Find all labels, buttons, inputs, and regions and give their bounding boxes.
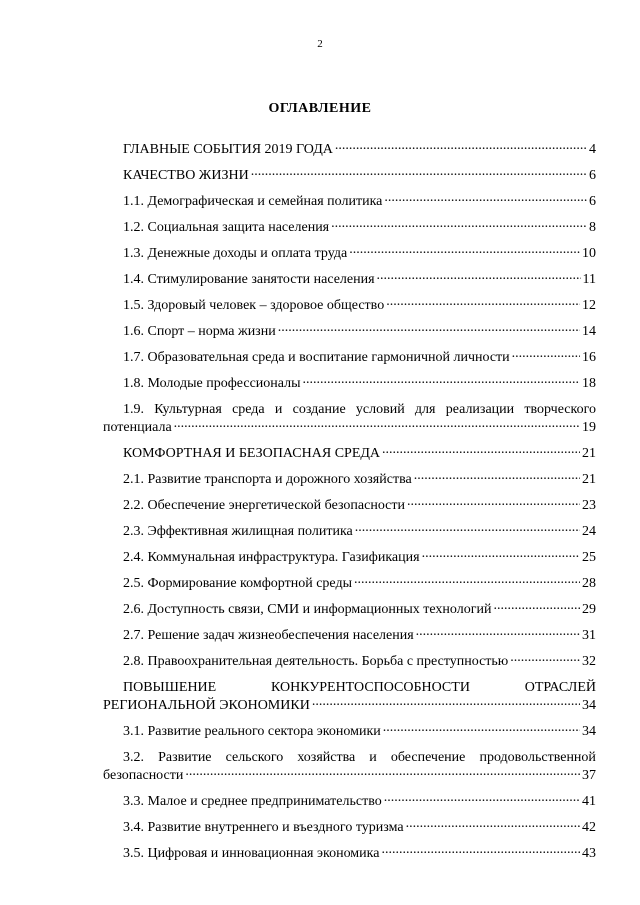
toc-entry-page: 6 [589, 168, 596, 183]
toc-entry-word: 1.9. [123, 402, 144, 417]
toc-entry-word: ОТРАСЛЕЙ [524, 680, 596, 695]
toc-entry [103, 441, 596, 467]
toc-entry-text: 1.6. Спорт – норма жизни [123, 324, 276, 339]
toc-entry-text: 2.8. Правоохранительная деятельность. Борьба с преступностью [123, 654, 509, 669]
toc-entry-text: потенциала [103, 420, 172, 435]
toc-entry-first-line [103, 679, 596, 697]
toc-entry [103, 815, 596, 841]
toc-entry-page: 28 [582, 576, 596, 591]
toc-entry-page: 16 [582, 350, 596, 365]
toc-entry-text: 3.3. Малое и среднее предпринимательство [123, 794, 382, 809]
toc-entry-page: 32 [582, 654, 596, 669]
toc-entry-word: условий [355, 402, 405, 417]
toc-entry-word: создание [292, 402, 346, 417]
toc-entry-text: 1.3. Денежные доходы и оплата труда [123, 246, 348, 261]
toc-leader-dots [493, 601, 580, 613]
toc-entry [103, 293, 596, 319]
toc-leader-dots [407, 497, 580, 509]
toc-entry-first-line [103, 749, 596, 767]
toc-entry-word: продовольственной [479, 750, 596, 765]
toc-entry-page: 6 [589, 194, 596, 209]
toc-entry-text: 2.3. Эффективная жилищная политика [123, 524, 353, 539]
toc-entry-page: 34 [582, 724, 596, 739]
toc-leader-dots [251, 167, 587, 179]
toc-entry-page: 25 [582, 550, 596, 565]
toc-entry [103, 789, 596, 815]
toc-entry-page: 10 [582, 246, 596, 261]
toc-entry-page: 23 [582, 498, 596, 513]
toc-entry-page: 19 [582, 420, 596, 435]
toc-entry-page: 37 [582, 768, 596, 783]
toc-leader-dots [384, 193, 587, 205]
toc-entry [103, 493, 596, 519]
toc-entry-page: 43 [582, 846, 596, 861]
toc-leader-dots [377, 271, 581, 283]
toc-entry-word: хозяйства [297, 750, 356, 765]
toc-entry-word: Развитие [158, 750, 212, 765]
toc-entry-page: 11 [582, 272, 596, 287]
toc-entry-text: 1.7. Образовательная среда и воспитание гармоничной личности [123, 350, 510, 365]
toc-entry-word: КОНКУРЕНТОСПОСОБНОСТИ [271, 680, 470, 695]
toc-entry-text: 1.5. Здоровый человек – здоровое общество [123, 298, 385, 313]
toc-entry-text: 3.1. Развитие реального сектора экономики [123, 724, 381, 739]
toc-entry-page: 34 [582, 698, 596, 713]
toc-leader-dots [355, 523, 580, 535]
toc-leader-dots [278, 323, 580, 335]
toc-entry-text: 2.1. Развитие транспорта и дорожного хозяйства [123, 472, 412, 487]
toc-entry-text: ГЛАВНЫЕ СОБЫТИЯ 2019 ГОДА [123, 142, 333, 157]
toc-title: ОГЛАВЛЕНИЕ [268, 101, 372, 116]
toc-entry [103, 467, 596, 493]
toc-entry-page: 41 [582, 794, 596, 809]
toc-entry-page: 21 [582, 446, 596, 461]
toc-entry-word: сельского [225, 750, 284, 765]
toc-entry [103, 745, 596, 789]
toc-entry-first-line [103, 401, 596, 419]
toc-entry-word: и [274, 402, 283, 417]
toc-entry-word: обеспечение [390, 750, 466, 765]
toc-entry-page: 8 [589, 220, 596, 235]
toc-leader-dots [422, 549, 580, 561]
toc-entry-text: КАЧЕСТВО ЖИЗНИ [123, 168, 249, 183]
toc-entry [103, 241, 596, 267]
toc-entry-text: 3.5. Цифровая и инновационная экономика [123, 846, 380, 861]
toc-entry-text: 2.7. Решение задач жизнеобеспечения населения [123, 628, 414, 643]
toc-entry [103, 841, 596, 867]
toc-leader-dots [510, 653, 580, 665]
toc-entry-word: для [414, 402, 436, 417]
toc-entry-text: 1.8. Молодые профессионалы [123, 376, 301, 391]
toc-leader-dots [312, 697, 580, 709]
toc-entry-text: РЕГИОНАЛЬНОЙ ЭКОНОМИКИ [103, 698, 310, 713]
toc-entry-text: 1.4. Стимулирование занятости населения [123, 272, 375, 287]
toc-leader-dots [331, 219, 587, 231]
toc-entry [103, 571, 596, 597]
toc-entry-word: среда [232, 402, 265, 417]
toc-leader-dots [416, 627, 580, 639]
toc-entry-word: творческого [524, 402, 596, 417]
toc-entry [103, 189, 596, 215]
toc-leader-dots [381, 845, 580, 857]
toc-entry-page: 21 [582, 472, 596, 487]
toc-leader-dots [354, 575, 580, 587]
toc-leader-dots [185, 767, 580, 779]
toc-entry-text: 2.5. Формирование комфортной среды [123, 576, 352, 591]
toc-leader-dots [512, 349, 580, 361]
toc-entry [103, 719, 596, 745]
toc-entry-word: 3.2. [123, 750, 144, 765]
toc-leader-dots [386, 297, 580, 309]
toc-entry-word: Культурная [154, 402, 222, 417]
toc-entry-word: и [369, 750, 377, 765]
table-of-contents [103, 137, 596, 867]
toc-entry [103, 675, 596, 719]
toc-entry-text: 2.6. Доступность связи, СМИ и информационных технологий [123, 602, 492, 617]
toc-entry [103, 163, 596, 189]
toc-entry-page: 31 [582, 628, 596, 643]
toc-leader-dots [335, 141, 587, 153]
toc-entry [103, 319, 596, 345]
toc-entry [103, 137, 596, 163]
toc-entry-page: 18 [582, 376, 596, 391]
toc-entry [103, 623, 596, 649]
toc-entry-text: 2.2. Обеспечение энергетической безопасности [123, 498, 405, 513]
toc-entry [103, 597, 596, 623]
toc-entry-text: 2.4. Коммунальная инфраструктура. Газификация [123, 550, 420, 565]
toc-entry-page: 42 [582, 820, 596, 835]
toc-entry-text: безопасности [103, 768, 184, 783]
toc-entry [103, 215, 596, 241]
toc-entry-page: 12 [582, 298, 596, 313]
toc-entry-page: 24 [582, 524, 596, 539]
toc-leader-dots [383, 723, 580, 735]
toc-entry-text: 1.1. Демографическая и семейная политика [123, 194, 383, 209]
toc-entry [103, 649, 596, 675]
toc-entry [103, 371, 596, 397]
toc-entry-text: 3.4. Развитие внутреннего и въездного туризма [123, 820, 404, 835]
toc-entry [103, 345, 596, 371]
toc-entry-page: 14 [582, 324, 596, 339]
toc-leader-dots [303, 375, 580, 387]
toc-leader-dots [384, 793, 580, 805]
toc-leader-dots [406, 819, 580, 831]
toc-entry-text: 1.2. Социальная защита населения [123, 220, 330, 235]
toc-entry-page: 4 [589, 142, 596, 157]
toc-leader-dots [414, 471, 580, 483]
toc-leader-dots [382, 445, 580, 457]
toc-entry [103, 519, 596, 545]
toc-entry-page: 29 [582, 602, 596, 617]
toc-entry-word: реализации [445, 402, 515, 417]
toc-entry-word: ПОВЫШЕНИЕ [123, 680, 217, 695]
toc-entry [103, 545, 596, 571]
toc-entry [103, 267, 596, 293]
toc-entry [103, 397, 596, 441]
page-number: 2 [317, 38, 323, 50]
toc-leader-dots [174, 419, 580, 431]
toc-leader-dots [349, 245, 580, 257]
toc-entry-text: КОМФОРТНАЯ И БЕЗОПАСНАЯ СРЕДА [123, 446, 381, 461]
